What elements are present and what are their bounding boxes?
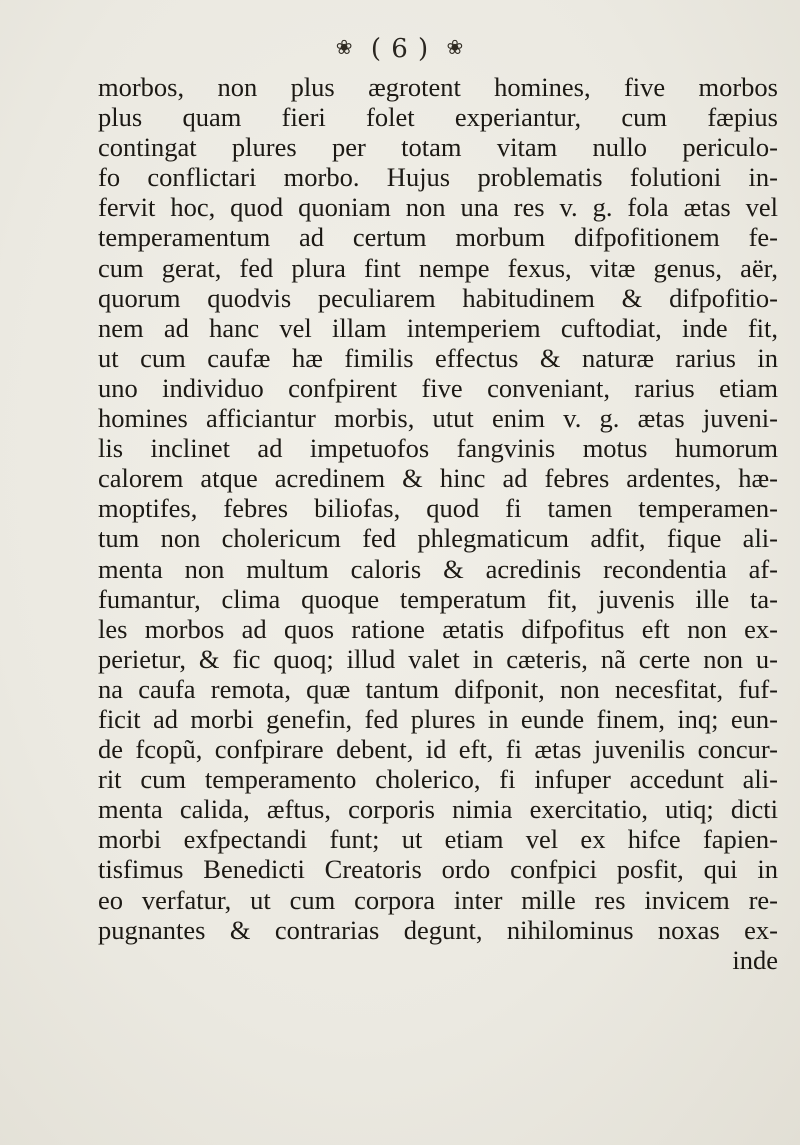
text-line: fervit hoc, quod quoniam non una res v. g. fola ætas vel	[98, 192, 778, 223]
text-line: contingat plures per totam vitam nullo periculo-	[98, 132, 778, 163]
text-line: plus quam fieri folet experiantur, cum fæpius	[98, 102, 778, 133]
text-line: rit cum temperamento cholerico, fi infuper accedunt ali-	[98, 764, 778, 795]
text-line: perietur, & fic quoq; illud valet in cæteris, nã certe non u-	[98, 643, 778, 674]
page-header	[0, 34, 800, 64]
text-line: moptifes, febres biliofas, quod fi tamen temperamen-	[98, 493, 778, 524]
text-line: menta calida, æftus, corporis nimia exercitatio, utiq; dicti	[98, 794, 778, 825]
text-line: ficit ad morbi genefin, fed plures in eunde finem, inq; eun-	[98, 703, 778, 734]
text-line: quorum quodvis peculiarem habitudinem & difpofitio-	[98, 282, 778, 313]
text-line: pugnantes & contrarias degunt, nihilominus noxas ex-	[98, 914, 778, 945]
flourish-ornament-right: ❀	[446, 35, 465, 59]
flourish-ornament-left: ❀	[335, 35, 354, 59]
text-line: les morbos ad quos ratione ætatis difpofitus eft non ex-	[98, 613, 778, 644]
text-line: tisfimus Benedicti Creatoris ordo confpici posfit, qui in	[98, 854, 778, 885]
text-line: nem ad hanc vel illam intemperiem cuftodiat, inde fit,	[98, 312, 778, 343]
text-line: uno individuo confpirent five conveniant, rarius etiam	[98, 372, 778, 403]
text-line: tum non cholericum fed phlegmaticum adfit, fique ali-	[98, 523, 778, 554]
text-line: na caufa remota, quæ tantum difponit, non necesfitat, fuf-	[98, 673, 778, 704]
text-line: ut cum caufæ hæ fimilis effectus & naturæ rarius in	[98, 342, 778, 373]
text-line: morbi exfpectandi funt; ut etiam vel ex hifce fapien-	[98, 824, 778, 855]
page-number: ( 6 )	[370, 34, 430, 64]
text-line: morbos, non plus ægrotent homines, five morbos	[98, 72, 778, 102]
text-line: homines afficiantur morbis, utut enim v. g. ætas juveni-	[98, 403, 778, 434]
text-line: calorem atque acredinem & hinc ad febres ardentes, hæ-	[98, 463, 778, 494]
catchword: inde	[732, 944, 778, 975]
text-line: fo conflictari morbo. Hujus problematis folutioni in-	[98, 162, 778, 193]
text-line: temperamentum ad certum morbum difpofitionem fe-	[98, 222, 778, 253]
body-text	[98, 72, 778, 975]
text-line: lis inclinet ad impetuofos fangvinis motus humorum	[98, 433, 778, 464]
text-line: de fcopũ, confpirare debent, id eft, fi ætas juvenilis concur-	[98, 734, 778, 765]
text-line: menta non multum caloris & acredinis recondentia af-	[98, 553, 778, 584]
text-line: cum gerat, fed plura fint nempe fexus, vitæ genus, aër,	[98, 252, 778, 283]
text-line: fumantur, clima quoque temperatum fit, juvenis ille ta-	[98, 583, 778, 614]
text-line: eo verfatur, ut cum corpora inter mille res invicem re-	[98, 884, 778, 915]
